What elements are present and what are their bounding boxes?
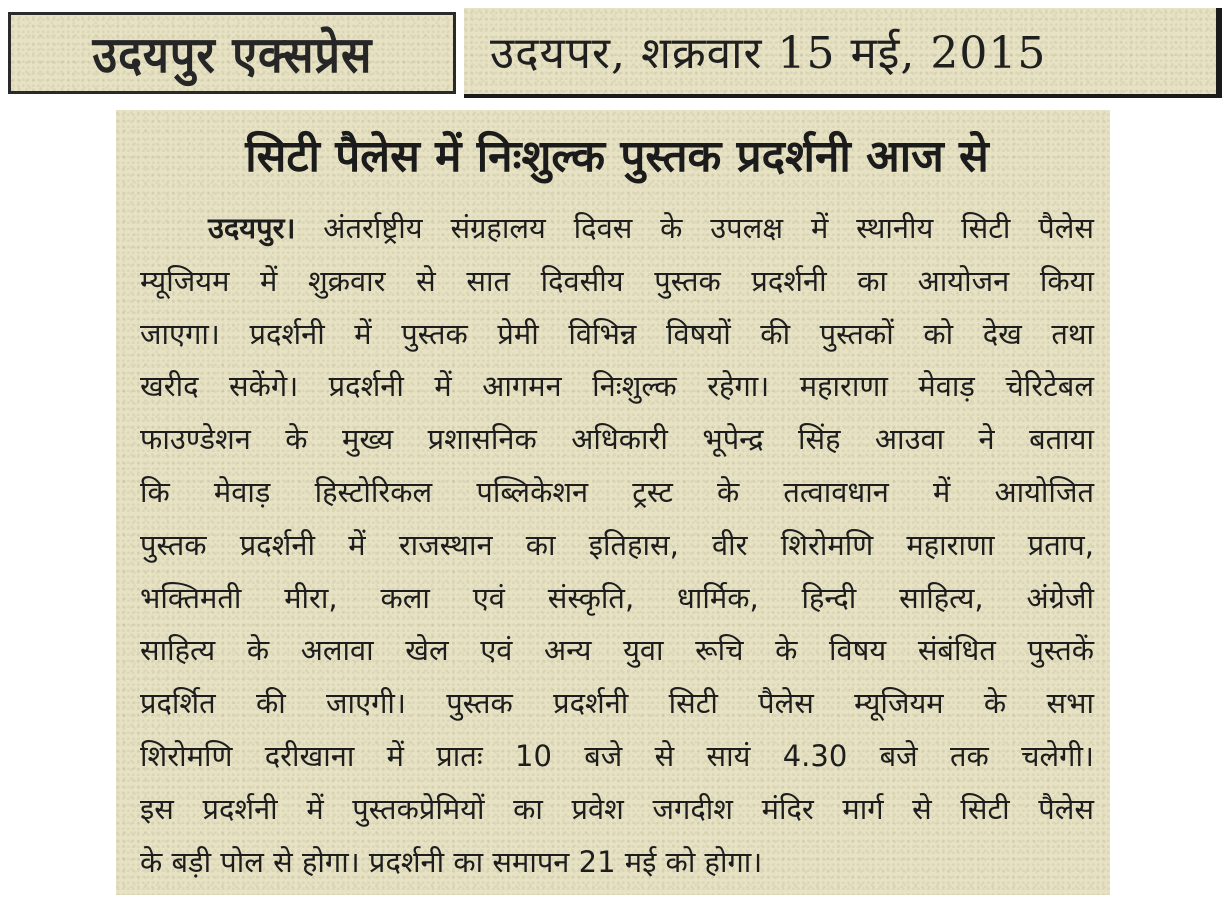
article-line: प्रदर्शित की जाएगी। पुस्तक प्रदर्शनी सिटी पैलेस म्यूजियम के सभा [140,686,1094,721]
newspaper-nameplate [8,12,456,94]
article-line: इस प्रदर्शनी में पुस्तकप्रेमियों का प्रवेश जगदीश मंदिर मार्ग से सिटी पैलेस [140,791,1094,826]
article-headline: सिटी पैलेस में निःशुल्क पुस्तक प्रदर्शनी आज से [245,131,989,182]
newspaper-masthead [8,8,1222,98]
article-line: पुस्तक प्रदर्शनी में राजस्थान का इतिहास, वीर शिरोमणि महाराणा प्रताप, [140,527,1094,562]
article-body [140,202,1094,888]
article-line: भक्तिमती मीरा, कला एवं संस्कृति, धार्मिक, हिन्दी साहित्य, अंग्रेजी [140,580,1094,615]
article-line: जाएगा। प्रदर्शनी में पुस्तक प्रेमी विभिन्न विषयों की पुस्तकों को देख तथा [140,316,1094,351]
article-line: म्यूजियम में शुक्रवार से सात दिवसीय पुस्तक प्रदर्शनी का आयोजन किया [140,263,1094,298]
news-clipping [116,110,1110,895]
article-line: शिरोमणि दरीखाना में प्रातः 10 बजे से सायं 4.30 बजे तक चलेगी। [140,738,1094,773]
article-line: के बड़ी पोल से होगा। प्रदर्शनी का समापन 21 मई को होगा। [140,844,763,879]
article-line-text: अंतर्राष्ट्रीय संग्रहालय दिवस के उपलक्ष में स्थानीय सिटी पैलेस [295,211,1094,245]
article-dateline-place: उदयपुर। [208,211,296,245]
edition-dateline: उदयपर, शक्रवार 15 मई, 2015 [490,28,1047,79]
article-line: साहित्य के अलावा खेल एवं अन्य युवा रूचि के विषय संबंधित पुस्तकें [140,633,1094,668]
newspaper-name: उदयपुर एक्सप्रेस [92,26,372,84]
dateline-strip [464,8,1222,98]
article-line: फाउण्डेशन के मुख्य प्रशासनिक अधिकारी भूपेन्द्र सिंह आउवा ने बताया [140,422,1094,457]
article-line: खरीद सकेंगे। प्रदर्शनी में आगमन निःशुल्क रहेगा। महाराणा मेवाड़ चेरिटेबल [140,369,1094,404]
article-line [140,202,1094,255]
article-line: कि मेवाड़ हिस्टोरिकल पब्लिकेशन ट्रस्ट के तत्वावधान में आयोजित [140,474,1094,509]
